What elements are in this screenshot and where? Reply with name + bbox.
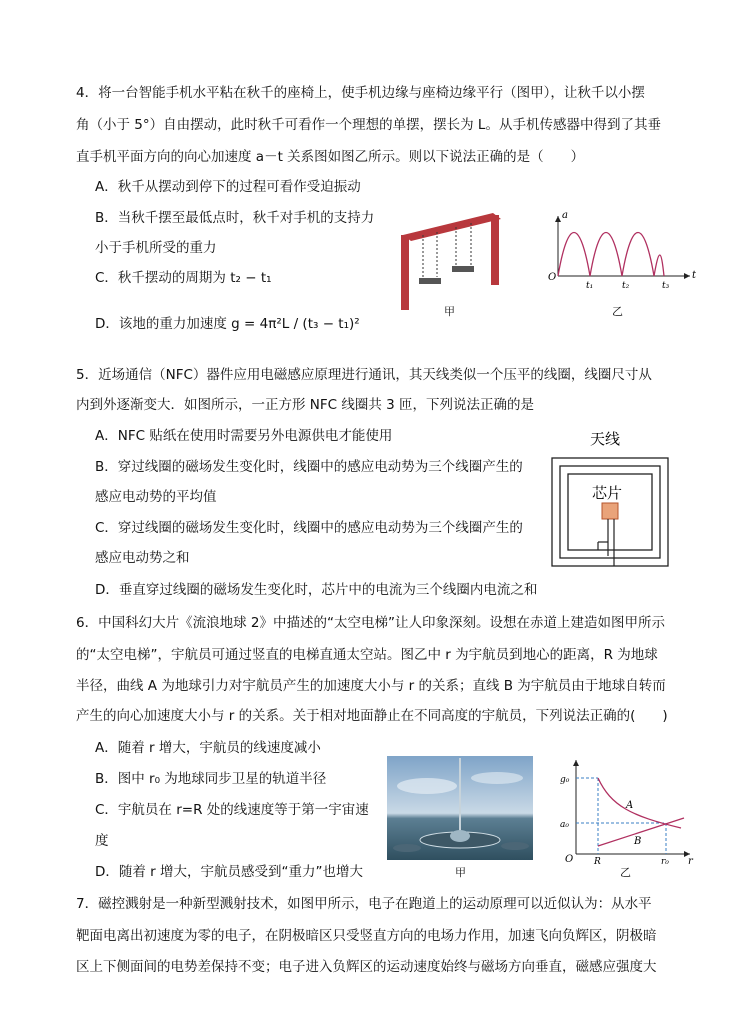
q4-fig-jia-caption: 甲	[444, 305, 455, 318]
ar-R-label: R	[594, 857, 601, 866]
q6-fig-yi-caption: 乙	[620, 866, 631, 879]
at-graph	[540, 208, 700, 293]
q6-option-d: D．随着 r 增大，宇航员感受到“重力”也增大	[95, 864, 364, 880]
at-tick-t1: t₁	[586, 281, 594, 291]
swing-seat-left	[419, 278, 441, 284]
curve-a	[598, 778, 681, 828]
q4-option-d: D．该地的重力加速度 g = 4π²L / (t₃ − t₁)²	[95, 316, 360, 332]
ar-graph	[556, 756, 696, 866]
q5-option-d: D．垂直穿过线圈的磁场发生变化时，芯片中的电流为三个线圈内电流之和	[95, 582, 538, 598]
q6-option-c-line1: C．宇航员在 r=R 处的线速度等于第一宇宙速	[95, 802, 369, 818]
chip-label: 芯片	[592, 484, 623, 502]
q5-option-b-line2: 感应电动势的平均值	[95, 489, 217, 505]
q4-line1: 4．将一台智能手机水平粘在秋千的座椅上，使手机边缘与座椅边缘平行（图甲），让秋千以小摆	[76, 85, 645, 101]
q6-line2: 的“太空电梯”，宇航员可通过竖直的电梯直通太空站。图乙中 r 为宇航员到地心的距离，R 为地球	[76, 647, 658, 663]
ar-g0-label: g₀	[560, 775, 570, 785]
q4-option-a: A．秋千从摆动到停下的过程可看作受迫振动	[95, 179, 361, 195]
q6-line3: 半径，曲线 A 为地球引力对宇航员产生的加速度大小与 r 的关系；直线 B 为宇航员由于地球自转而	[76, 678, 666, 694]
q6-line1: 6．中国科幻大片《流浪地球 2》中描述的“太空电梯”让人印象深刻。设想在赤道上建造如图甲所示	[76, 615, 665, 631]
q4-line2: 角（小于 5°）自由摆动，此时秋千可看作一个理想的单摆，摆长为 L。从手机传感器中得到了其垂	[76, 117, 661, 133]
space-elevator-photo	[387, 756, 533, 860]
q4-fig-yi-caption: 乙	[612, 305, 623, 318]
swing-seat-right	[452, 266, 474, 272]
q7-line1: 7．磁控溅射是一种新型溅射技术，如图甲所示，电子在跑道上的运动原理可以近似认为：从水平	[76, 896, 652, 912]
elevator-hub	[450, 830, 470, 842]
q4-option-b-line1: B．当秋千摆至最低点时，秋千对手机的支持力	[95, 210, 375, 226]
q5-option-c-line1: C．穿过线圈的磁场发生变化时，线圈中的感应电动势为三个线圈产生的	[95, 520, 523, 536]
ar-r0-label: r₀	[661, 857, 669, 866]
q5-line1: 5．近场通信（NFC）器件应用电磁感应原理进行通讯，其天线类似一个压平的线圈，线圈尺寸从	[76, 367, 652, 383]
q6-option-b: B．图中 r₀ 为地球同步卫星的轨道半径	[95, 771, 327, 787]
ar-line-b-label: B	[634, 836, 642, 847]
at-x-label: t	[692, 270, 697, 281]
swing-left-leg	[401, 235, 409, 310]
q4-option-c: C．秋千摆动的周期为 t₂ − t₁	[95, 270, 272, 286]
q5-option-c-line2: 感应电动势之和	[95, 550, 190, 566]
q4-line3: 直手机平面方向的向心加速度 a－t 关系图如图乙所示。则以下说法正确的是（ ）	[76, 149, 585, 165]
chip	[602, 503, 618, 519]
ar-curve-a-label: A	[626, 800, 634, 811]
ar-origin: O	[565, 854, 574, 865]
q6-fig-jia-caption: 甲	[455, 866, 466, 879]
at-origin: O	[548, 272, 557, 283]
q7-line3: 区上下侧面间的电势差保持不变；电子进入负辉区的运动速度始终与磁场方向垂直，磁感应强度大	[76, 959, 657, 975]
q5-option-b-line1: B．穿过线圈的磁场发生变化时，线圈中的感应电动势为三个线圈产生的	[95, 459, 523, 475]
ar-a0-label: a₀	[560, 820, 569, 830]
q5-line2: 内到外逐渐变大．如图所示，一正方形 NFC 线圈共 3 匝，下列说法正确的是	[76, 397, 535, 413]
at-curve	[558, 233, 664, 277]
nfc-coil-figure	[548, 426, 673, 571]
q6-option-c-line2: 度	[95, 833, 109, 849]
at-tick-t2: t₂	[622, 281, 630, 291]
swing-figure	[393, 205, 513, 315]
swing-right-leg	[491, 215, 499, 285]
swing-top-bar	[403, 213, 501, 241]
q5-option-a: A．NFC 贴纸在使用时需要另外电源供电才能使用	[95, 428, 393, 444]
q6-option-a: A．随着 r 增大，宇航员的线速度减小	[95, 740, 321, 756]
q6-line4: 产生的向心加速度大小与 r 的关系。关于相对地面静止在不同高度的宇航员，下列说法正确的( )	[76, 708, 668, 724]
at-y-label: a	[562, 210, 568, 221]
q7-line2: 靶面电离出初速度为零的电子，在阴极暗区只受竖直方向的电场力作用，加速飞向负辉区，阴极暗	[76, 928, 657, 944]
antenna-label: 天线	[590, 430, 621, 448]
q4-option-b-line2: 小于手机所受的重力	[95, 240, 217, 256]
at-tick-t3: t₃	[662, 281, 670, 291]
ar-r-label: r	[688, 856, 693, 866]
